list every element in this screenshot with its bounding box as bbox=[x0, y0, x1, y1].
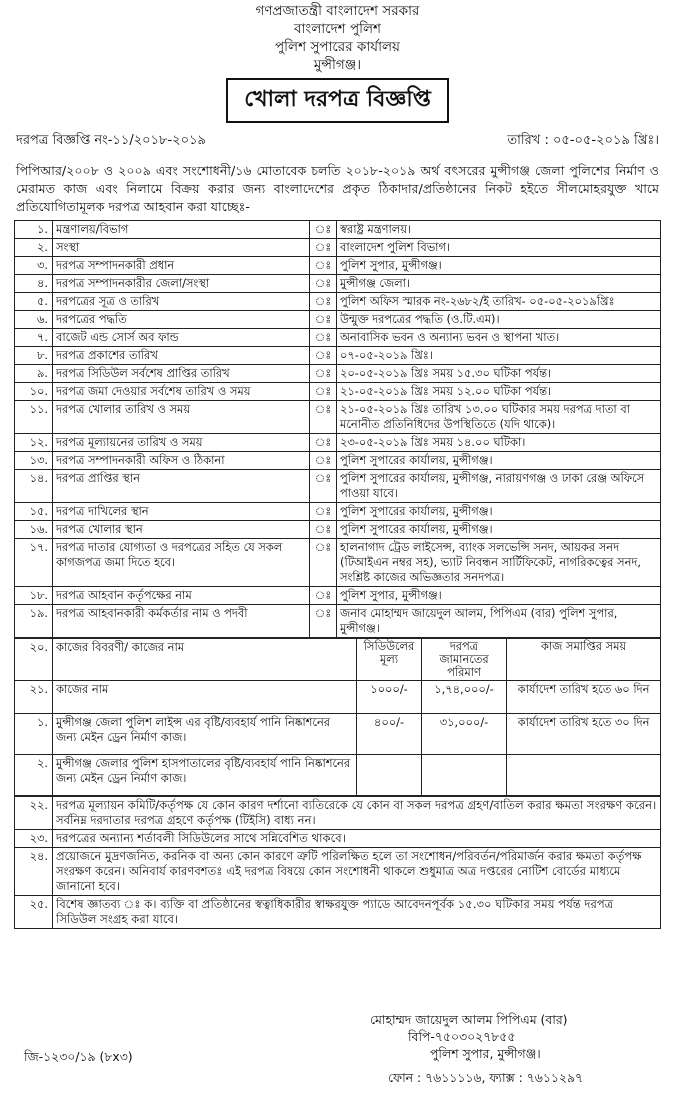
works-name-label: কাজের নাম bbox=[53, 681, 357, 714]
work-description: মুন্সীগঞ্জ জেলা পুলিশ লাইন্স এর বৃষ্টি/ব্যবহার্য পানি নিষ্কাশনের জন্য মেইন ড্রেন নির্মাণ কাজ। bbox=[53, 714, 357, 755]
info-row bbox=[15, 587, 661, 605]
notice-title-box bbox=[14, 78, 661, 123]
info-label: দরপত্র আহবানকারী কর্মকর্তার নাম ও পদবী bbox=[53, 605, 310, 638]
row-number: ১৪. bbox=[15, 470, 53, 503]
schedule-price: ১০০০/- bbox=[357, 681, 422, 714]
row-number: ১৭. bbox=[15, 539, 53, 587]
info-value: ২৩-০৫-২০১৯ খ্রিঃ সময় ১৪.০০ ঘটিকা। bbox=[337, 434, 661, 452]
office-name: পুলিশ সুপারের কার্যালয় bbox=[275, 39, 400, 55]
info-value: মুন্সীগঞ্জ জেলা। bbox=[337, 275, 661, 293]
info-label: বাজেট এন্ড সোর্স অব ফান্ড bbox=[53, 329, 310, 347]
info-value: জনাব মোহাম্মদ জায়েদুল আলম, পিপিএম (বার) পুলিশ সুপার, মুন্সীগঞ্জ। bbox=[337, 605, 661, 638]
info-row bbox=[15, 503, 661, 521]
info-label: দরপত্র প্রাপ্তির স্থান bbox=[53, 470, 310, 503]
info-row bbox=[15, 539, 661, 587]
police-name: বাংলাদেশ পুলিশ bbox=[293, 21, 382, 37]
colon-separator: ঃ bbox=[310, 347, 337, 365]
colon-separator: ঃ bbox=[310, 539, 337, 587]
info-row bbox=[15, 365, 661, 383]
info-value: স্বরাষ্ট্র মন্ত্রণালয়। bbox=[337, 221, 661, 239]
row-number: ২০. bbox=[15, 639, 53, 681]
info-value: পুলিশ সুপারের কার্যালয়, মুন্সীগঞ্জ। bbox=[337, 521, 661, 539]
colon-separator: ঃ bbox=[310, 311, 337, 329]
row-number: ৫. bbox=[15, 293, 53, 311]
info-label: দরপত্র সম্পাদনকারীর জেলা/সংস্থা bbox=[53, 275, 310, 293]
colon-separator: ঃ bbox=[310, 365, 337, 383]
info-value: পুলিশ সুপার, মুন্সীগঞ্জ। bbox=[337, 587, 661, 605]
row-number: ২. bbox=[15, 239, 53, 257]
row-number: ২৪. bbox=[15, 848, 53, 896]
notice-number: দরপত্র বিজ্ঞপ্তি নং-১১/২০১৮-২০১৯ bbox=[16, 133, 206, 148]
info-label: দরপত্র প্রকাশের তারিখ bbox=[53, 347, 310, 365]
info-row bbox=[15, 257, 661, 275]
info-label: দরপত্র দাখিলের স্থান bbox=[53, 503, 310, 521]
info-label: দরপত্র খোলার স্থান bbox=[53, 521, 310, 539]
row-number: ১৯. bbox=[15, 605, 53, 638]
colon-separator: ঃ bbox=[310, 239, 337, 257]
info-value: বাংলাদেশ পুলিশ বিভাগ। bbox=[337, 239, 661, 257]
row-number: ৩. bbox=[15, 257, 53, 275]
works-desc-header: কাজের বিবরণী/ কাজের নাম bbox=[53, 639, 357, 681]
colon-separator: ঃ bbox=[310, 503, 337, 521]
note-row bbox=[15, 848, 661, 896]
colon-separator: ঃ bbox=[310, 257, 337, 275]
district-name: মুন্সীগঞ্জ। bbox=[313, 57, 362, 73]
deposit-header: দরপত্র জামানতের পরিমাণ bbox=[422, 639, 507, 681]
govt-name: গণপ্রজাতন্ত্রী বাংলাদেশ সরকার bbox=[255, 3, 420, 19]
info-value: ২১-০৫-২০১৯ খ্রিঃ সময় ১২.০০ ঘটিকা পর্যন্ত। bbox=[337, 383, 661, 401]
colon-separator: ঃ bbox=[310, 329, 337, 347]
info-row bbox=[15, 239, 661, 257]
info-value: ২১-০৫-২০১৯ খ্রিঃ তারিখ ১৩.০০ ঘটিকার সময় দরপত্র দাতা বা মনোনীত প্রতিনিধিদের উপস্থিতিতে (যদি থাকে)। bbox=[337, 401, 661, 434]
note-row bbox=[15, 830, 661, 848]
colon-separator: ঃ bbox=[310, 587, 337, 605]
deposit-amount: ৩১,০০০/- bbox=[422, 714, 507, 755]
info-value: হালনাগাদ ট্রেড লাইসেন্স, ব্যাংক সলভেন্সি সনদ, আয়কর সনদ (টিআইএন নম্বর সহ), ভ্যাট নিবন্ধন সার্টিফিকেট, নাগরিকত্বের সনদ, সংশ্লিষ্ট কাজের অভিজ্ঞতার সনদপত্র। bbox=[337, 539, 661, 587]
info-row bbox=[15, 275, 661, 293]
info-value: পুলিশ সুপারের কার্যালয়, মুন্সীগঞ্জ, নারায়ণগঞ্জ ও ঢাকা রেঞ্জ অফিসে পাওয়া যাবে। bbox=[337, 470, 661, 503]
colon-separator: ঃ bbox=[310, 605, 337, 638]
notice-title: খোলা দরপত্র বিজ্ঞপ্তি bbox=[226, 78, 449, 123]
signatory-designation: পুলিশ সুপার, মুন্সীগঞ্জ। bbox=[430, 1046, 541, 1061]
row-number: ১৫. bbox=[15, 503, 53, 521]
memo-number: জি-১২৩০/১৯ (৮x৩) bbox=[24, 1049, 133, 1064]
info-label: দরপত্র দাতার যোগ্যতা ও দরপত্রের সহিত যে সকল কাগজপত্র জমা দিতে হবে। bbox=[53, 539, 310, 587]
row-number: ২৫. bbox=[15, 896, 53, 929]
info-value: পুলিশ সুপারের কার্যালয়, মুন্সীগঞ্জ। bbox=[337, 503, 661, 521]
info-row bbox=[15, 383, 661, 401]
colon-separator: ঃ bbox=[310, 275, 337, 293]
info-row bbox=[15, 293, 661, 311]
row-number: ৮. bbox=[15, 347, 53, 365]
row-number: ১. bbox=[15, 714, 53, 755]
info-value: ০৭-০৫-২০১৯ খ্রিঃ। bbox=[337, 347, 661, 365]
contact-phone-fax: ফোন : ৭৬১১১১৬, ফ্যাক্স : ৭৬১১২৯৭ bbox=[388, 1070, 584, 1085]
info-row bbox=[15, 452, 661, 470]
info-label: দরপত্র জমা দেওয়ার সর্বশেষ তারিখ ও সময় bbox=[53, 383, 310, 401]
info-label: দরপত্রের পদ্ধতি bbox=[53, 311, 310, 329]
completion-period: কার্যাদেশ তারিখ হতে ৬০ দিন bbox=[507, 681, 661, 714]
row-number: ২১. bbox=[15, 681, 53, 714]
info-value: ২০-০৫-২০১৯ খ্রিঃ সময় ১৫.৩০ ঘটিকা পর্যন্ত। bbox=[337, 365, 661, 383]
reference-line bbox=[14, 131, 661, 152]
work-description: মুন্সীগঞ্জ জেলার পুলিশ হাসপাতালের বৃষ্টি/ব্যবহার্য পানি নিষ্কাশনের জন্য মেইন ড্রেন নির্মাণ কাজ। bbox=[53, 755, 357, 796]
info-row bbox=[15, 221, 661, 239]
notice-date: তারিখ : ০৫-০৫-২০১৯ খ্রিঃ। bbox=[507, 133, 659, 148]
info-label: দরপত্র সিডিউল সর্বশেষ প্রাপ্তির তারিখ bbox=[53, 365, 310, 383]
row-number: ৭. bbox=[15, 329, 53, 347]
info-row bbox=[15, 434, 661, 452]
colon-separator: ঃ bbox=[310, 470, 337, 503]
info-value: পুলিশ অফিস স্মারক নং-২৬৮২/ই তারিখ- ০৫-০৫-২০১৯খ্রিঃ bbox=[337, 293, 661, 311]
info-row bbox=[15, 311, 661, 329]
info-label: দরপত্র খোলার তারিখ ও সময় bbox=[53, 401, 310, 434]
note-text: প্রয়োজনে মুদ্রণজনিত, করনিক বা অন্য কোন কারণে ত্রুটি পরিলক্ষিত হলে তা সংশোধন/পরিবর্তন/পরিমার্জন করার ক্ষমতা কর্তৃপক্ষ সংরক্ষণ করেন। অনিবার্য কারণবশতঃ এই দরপত্র বিষয়ে কোন সংশোধনী থাকলে শুধুমাত্র অত্র দপ্তরের নোটিশ বোর্ডের মাধ্যমে জানানো হবে। bbox=[53, 848, 661, 896]
colon-separator: ঃ bbox=[310, 401, 337, 434]
notes-table bbox=[14, 796, 661, 929]
info-row bbox=[15, 401, 661, 434]
works-header-row bbox=[15, 639, 661, 681]
info-label: দরপত্র সম্পাদনকারী প্রধান bbox=[53, 257, 310, 275]
row-number: ১৬. bbox=[15, 521, 53, 539]
colon-separator: ঃ bbox=[310, 521, 337, 539]
signatory-bp-number: বিপি-৭৫০৩০২৭৮৫৫ bbox=[408, 1029, 516, 1044]
info-value: উন্মুক্ত দরপত্রের পদ্ধতি (ও.টি.এম)। bbox=[337, 311, 661, 329]
colon-separator: ঃ bbox=[310, 221, 337, 239]
row-number: ১২. bbox=[15, 434, 53, 452]
works-item-row bbox=[15, 714, 661, 755]
note-row bbox=[15, 797, 661, 830]
info-label: দরপত্র আহবান কর্তৃপক্ষের নাম bbox=[53, 587, 310, 605]
row-number: ১১. bbox=[15, 401, 53, 434]
office-header bbox=[14, 0, 661, 74]
schedule-price-header: সিডিউলের মূল্য bbox=[357, 639, 422, 681]
works-table bbox=[14, 638, 661, 796]
info-row bbox=[15, 605, 661, 638]
colon-separator: ঃ bbox=[310, 383, 337, 401]
colon-separator: ঃ bbox=[310, 434, 337, 452]
tender-info-table bbox=[14, 220, 661, 638]
row-number: ১৮. bbox=[15, 587, 53, 605]
schedule-price: ৪০০/- bbox=[357, 714, 422, 755]
signatory-name: মোহাম্মদ জায়েদুল আলম পিপিএম (বার) bbox=[370, 1012, 568, 1027]
works-name-row bbox=[15, 681, 661, 714]
info-label: দরপত্রের সূত্র ও তারিখ bbox=[53, 293, 310, 311]
info-row bbox=[15, 521, 661, 539]
deposit-amount bbox=[422, 755, 507, 796]
completion-period bbox=[507, 755, 661, 796]
note-row bbox=[15, 896, 661, 929]
row-number: ১৩. bbox=[15, 452, 53, 470]
info-row bbox=[15, 347, 661, 365]
schedule-price bbox=[357, 755, 422, 796]
note-text: বিশেষ জ্ঞাতব্য ঃ ক। ব্যক্তি বা প্রতিষ্ঠানের স্বত্বাধিকারীর স্বাক্ষরযুক্ত প্যাডে আবেদনপূর্বক ১৫.৩০ ঘটিকার সময় পর্যন্ত দরপত্র সিডিউল সংগ্রহ করা যাবে। bbox=[53, 896, 661, 929]
period-header: কাজ সমাপ্তির সময় bbox=[507, 639, 661, 681]
note-text: দরপত্রের অন্যান্য শর্তাবলী সিডিউলের সাথে সন্নিবেশিত থাকবে। bbox=[53, 830, 661, 848]
row-number: ১. bbox=[15, 221, 53, 239]
info-label: দরপত্র মূল্যায়নের তারিখ ও সময় bbox=[53, 434, 310, 452]
row-number: ১০. bbox=[15, 383, 53, 401]
row-number: ৬. bbox=[15, 311, 53, 329]
row-number: ২২. bbox=[15, 797, 53, 830]
note-text: দরপত্র মূল্যায়ন কমিটি/কর্তৃপক্ষ যে কোন কারণ দর্শানো ব্যতিরেকে যে কোন বা সকল দরপত্র গ্রহণ/বাতিল করার ক্ষমতা সংরক্ষণ করেন। সর্বনিম্ন দরদাতার দরপত্র গ্রহণে কর্তৃপক্ষ (টিইসি) বাধ্য নন। bbox=[53, 797, 661, 830]
intro-paragraph: পিপিআর/২০০৮ ও ২০০৯ এবং সংশোধনী/১৬ মোতাবেক চলতি ২০১৮-২০১৯ অর্থ বৎসরের মুন্সীগঞ্জ জেলা পুলিশের নির্মাণ ও মেরামত কাজ এবং নিলামে বিক্রয় করার জন্য বাংলাদেশের প্রকৃত ঠিকাদার/প্রতিষ্ঠানের নিকট হইতে সীলমোহরযুক্ত খামে প্রতিযোগিতামূলক দরপত্র আহবান করা যাচ্ছেঃ- bbox=[16, 163, 659, 214]
info-label: দরপত্র সম্পাদনকারী অফিস ও ঠিকানা bbox=[53, 452, 310, 470]
row-number: ২. bbox=[15, 755, 53, 796]
info-label: সংস্থা bbox=[53, 239, 310, 257]
colon-separator: ঃ bbox=[310, 452, 337, 470]
row-number: ৪. bbox=[15, 275, 53, 293]
info-label: মন্ত্রণালয়/বিভাগ bbox=[53, 221, 310, 239]
info-value: পুলিশ সুপারের কার্যালয়, মুন্সীগঞ্জ। bbox=[337, 452, 661, 470]
colon-separator: ঃ bbox=[310, 293, 337, 311]
row-number: ২৩. bbox=[15, 830, 53, 848]
info-value: অনাবাসিক ভবন ও অন্যান্য ভবন ও স্থাপনা খাত। bbox=[337, 329, 661, 347]
info-row bbox=[15, 329, 661, 347]
info-row bbox=[15, 470, 661, 503]
completion-period: কার্যাদেশ তারিখ হতে ৩০ দিন bbox=[507, 714, 661, 755]
deposit-amount: ১,৭৪,০০০/- bbox=[422, 681, 507, 714]
info-value: পুলিশ সুপার, মুন্সীগঞ্জ। bbox=[337, 257, 661, 275]
works-item-row bbox=[15, 755, 661, 796]
row-number: ৯. bbox=[15, 365, 53, 383]
